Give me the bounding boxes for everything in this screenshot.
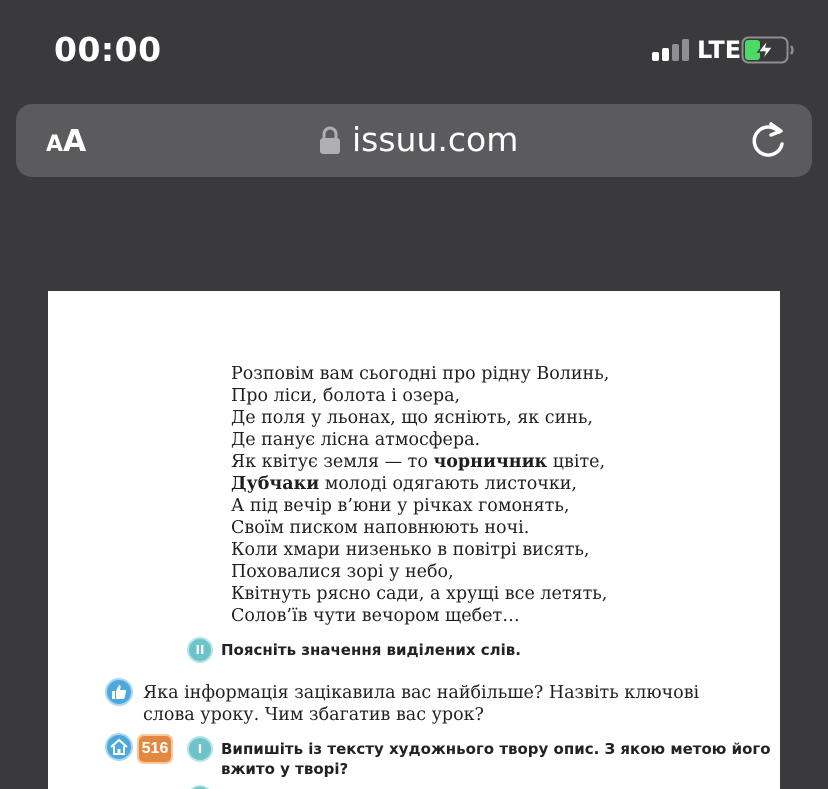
home-icon <box>105 733 133 761</box>
poem-line: Коли хмари низенько в повітрі висять, <box>231 540 590 560</box>
reflection-question: Яка інформація зацікавила вас найбільше? Назвіть ключові слова уроку. Чим збагатив вас урок? <box>143 683 700 725</box>
poem-line: Солов’їв чути вечором щебет… <box>231 606 520 626</box>
highlighted-word: чорничник <box>433 452 548 472</box>
lock-icon <box>319 125 341 155</box>
task-ii-text: Поясніть значення виділених слів. <box>221 641 521 659</box>
document-page[interactable] <box>48 291 780 789</box>
signal-strength-icon <box>652 39 690 61</box>
poem-line: Розповім вам сьогодні про рідну Волинь, <box>231 364 610 384</box>
task-badge-partial <box>187 785 213 789</box>
task-badge-ii: II <box>187 637 213 663</box>
task-badge-i: I <box>187 736 213 762</box>
poem-line: Дубчаки молоді одягають листочки, <box>231 474 577 494</box>
poem-line: Про ліси, болота і озера, <box>231 386 461 406</box>
poem-line: Своїм писком наповнюють ночі. <box>231 518 530 538</box>
poem-line: Де поля у льонах, що ясніють, як синь, <box>231 408 593 428</box>
poem-line: А під вечір в’юни у річках гомонять, <box>231 496 570 516</box>
poem-line: Квітнуть рясно сади, а хрущі все летять, <box>231 584 608 604</box>
thumbs-up-icon <box>105 678 133 706</box>
poem-line: Де панує лісна атмосфера. <box>231 430 481 450</box>
clock: 00:00 <box>54 30 162 69</box>
homework-task-text: Випишіть із тексту художнього твору опис. З якою метою його вжито у творі? <box>221 740 771 778</box>
highlighted-word: Дубчаки <box>231 474 320 494</box>
reload-icon[interactable] <box>749 120 787 160</box>
battery-charging-icon <box>741 36 795 64</box>
poem-line: Як квітує земля — то чорничник цвіте, <box>231 452 606 472</box>
exercise-number: 516 <box>137 734 173 764</box>
browser-address-bar[interactable] <box>16 104 812 177</box>
poem <box>231 363 609 627</box>
url-domain[interactable]: issuu.com <box>352 120 519 159</box>
network-type: LTE <box>697 36 742 64</box>
text-size-button[interactable]: AA <box>46 124 87 159</box>
poem-line: Поховалися зорі у небо, <box>231 562 454 582</box>
status-bar <box>0 0 828 100</box>
